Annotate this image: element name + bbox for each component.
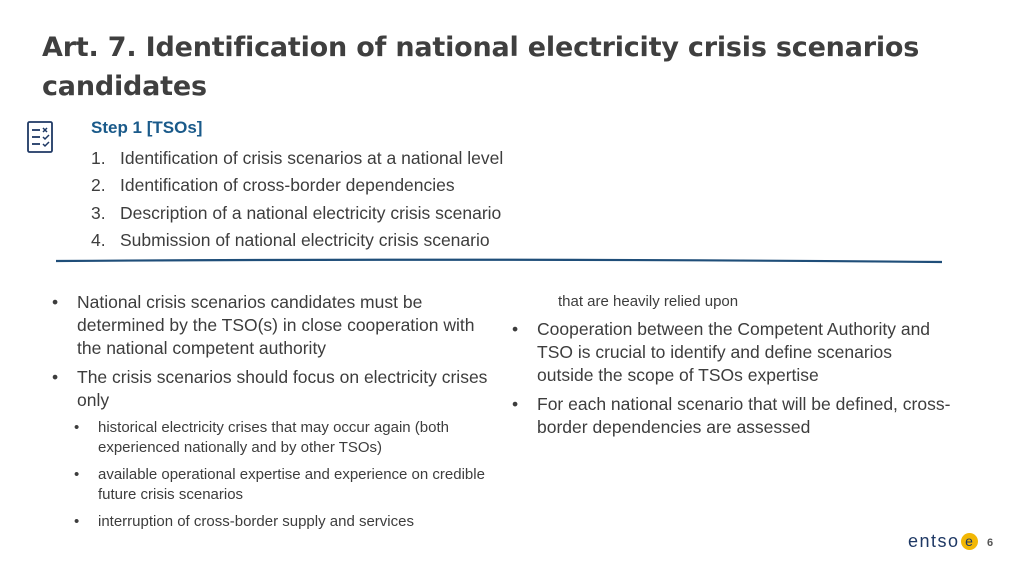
sub-list-item bbox=[52, 512, 492, 532]
step-text: Identification of cross-border dependencies bbox=[120, 175, 455, 196]
section-divider bbox=[56, 257, 942, 265]
step-item bbox=[91, 172, 503, 199]
bullet-icon: • bbox=[74, 466, 80, 483]
list-item bbox=[512, 318, 952, 387]
step-text: Identification of crisis scenarios at a national level bbox=[120, 148, 504, 168]
list-item bbox=[52, 291, 492, 360]
step-heading: Step 1 [TSOs] bbox=[91, 118, 203, 137]
bullet-icon: • bbox=[74, 513, 80, 530]
step-number: 3. bbox=[91, 202, 106, 223]
bullet-text: The crisis scenarios should focus on electricity crises only bbox=[77, 367, 488, 410]
bullet-icon: • bbox=[512, 394, 519, 414]
step-number: 4. bbox=[91, 229, 106, 250]
bullet-text: Cooperation between the Competent Authority and TSO is crucial to identify and define scenarios outside the scope of TSOs expertise bbox=[537, 319, 931, 385]
bullet-icon: • bbox=[74, 419, 80, 436]
bullet-icon: • bbox=[52, 367, 59, 387]
bullet-text: For each national scenario that will be defined, cross-border dependencies are assessed bbox=[537, 394, 951, 437]
bullet-text: National crisis scenarios candidates must be determined by the TSO(s) in close cooperation with the national competent authority bbox=[77, 292, 475, 358]
step-item bbox=[91, 200, 503, 227]
sub-bullet-text: historical electricity crises that may occur again (both experienced nationally and by other TSOs) bbox=[98, 419, 449, 456]
step-item bbox=[91, 227, 503, 254]
continuation-text: that are heavily relied upon bbox=[558, 293, 739, 310]
checklist-icon bbox=[26, 120, 54, 154]
left-bullet-list bbox=[52, 291, 492, 539]
sub-list-item bbox=[52, 418, 492, 458]
list-item bbox=[512, 393, 952, 439]
step-list bbox=[91, 145, 503, 254]
slide-title: Art. 7. Identification of national electricity crisis scenarios candidates bbox=[42, 32, 920, 102]
logo-accent-letter: e bbox=[961, 533, 978, 550]
logo-text: entso bbox=[908, 531, 960, 551]
sub-bullet-text: interruption of cross-border supply and services bbox=[98, 513, 414, 530]
step-number: 1. bbox=[91, 148, 106, 168]
step-text: Description of a national electricity crisis scenario bbox=[120, 202, 502, 223]
sub-list-item bbox=[52, 465, 492, 505]
entsoe-logo bbox=[908, 531, 978, 552]
sub-bullet-text: available operational expertise and experience on credible future crisis scenarios bbox=[98, 466, 485, 503]
right-bullet-list bbox=[512, 292, 952, 445]
step-text: Submission of national electricity crisis scenario bbox=[120, 229, 490, 250]
step-item bbox=[91, 145, 503, 172]
bullet-icon: • bbox=[512, 319, 519, 339]
step-number: 2. bbox=[91, 175, 106, 196]
list-item bbox=[52, 366, 492, 412]
page-number: 6 bbox=[987, 537, 994, 549]
bullet-icon: • bbox=[52, 292, 59, 312]
